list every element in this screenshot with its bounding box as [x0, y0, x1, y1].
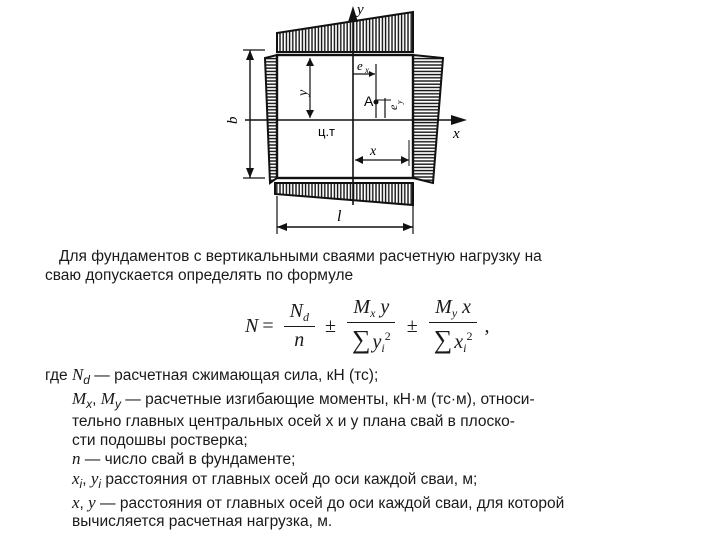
- dim-l-label: l: [337, 208, 342, 225]
- def-moments-text: — расчетные изгибающие моменты, кН·м (тс·м), относи-: [120, 390, 535, 408]
- def-moments-cont-2: сти подошвы ростверка;: [72, 431, 248, 449]
- f2-den-var: y: [372, 331, 382, 353]
- def-mx-sub: x: [86, 396, 93, 411]
- f2-den-sub: i: [381, 341, 385, 355]
- f3-sigma: ∑: [433, 325, 453, 354]
- f2-num-var: y: [380, 296, 390, 318]
- f1-num-sub: d: [302, 310, 309, 324]
- def-my-symbol: M: [100, 388, 115, 408]
- def-xi-yi-text: расстояния от главных осей до оси каждой сваи, м;: [101, 470, 478, 488]
- def-yi-symbol: y: [90, 468, 99, 488]
- def-xi-sub: i: [79, 476, 83, 491]
- f1-num: N: [289, 300, 303, 322]
- ecc-y-sub: y: [395, 100, 404, 104]
- def-n-symbol: n: [72, 449, 81, 469]
- f1-den: n: [294, 329, 305, 351]
- dim-y-label: y: [296, 89, 311, 96]
- ecc-y-label: e: [386, 104, 400, 110]
- def-n-text: — число свай в фундаменте;: [80, 451, 296, 469]
- ecc-x-label: e: [357, 58, 363, 73]
- f2-den-sup: 2: [384, 329, 391, 343]
- f3-num-var: x: [462, 296, 472, 318]
- bottom-epure: [275, 183, 413, 205]
- f2-num-m: M: [353, 296, 371, 318]
- f3-den-var: x: [454, 331, 464, 353]
- axis-y-label: y: [357, 2, 364, 18]
- fraction-nd-over-n: [284, 300, 315, 352]
- def-xi-yi: [45, 470, 685, 494]
- f3-den-sup: 2: [466, 329, 473, 343]
- f2-num-sub: x: [370, 306, 376, 320]
- def-prefix: где: [45, 367, 72, 384]
- formula-tail: ,: [484, 314, 490, 337]
- foundation-plan-diagram: [215, 0, 475, 238]
- formula-plusminus-1: ±: [324, 314, 336, 337]
- def-my-sub: y: [114, 396, 121, 411]
- def-yi-sub: i: [98, 476, 102, 491]
- def-nd-symbol: N: [71, 365, 84, 384]
- def-moments-cont-1: тельно главных центральных осей x и y плана свай в плоско-: [72, 413, 515, 431]
- def-x-y: [45, 494, 685, 514]
- intro-line-2: сваю допускается определять по формуле: [45, 267, 354, 284]
- f3-den-sub: i: [463, 341, 467, 355]
- def-xi-symbol: x: [72, 468, 80, 488]
- def-moments-sep: ,: [92, 390, 101, 408]
- pile-load-formula: [245, 296, 490, 356]
- f3-num-m: M: [435, 296, 452, 318]
- center-label: ц.т: [318, 124, 336, 139]
- def-moments: [45, 390, 685, 414]
- def-nd: [45, 366, 685, 390]
- left-epure: [265, 55, 277, 183]
- def-n: [45, 450, 685, 470]
- def-y-symbol: y: [88, 492, 96, 512]
- def-x-y-sep: ,: [79, 494, 89, 512]
- right-epure: [413, 55, 443, 183]
- def-nd-text: — расчетная сжимающая сила, кН (тс);: [89, 367, 379, 384]
- def-xi-yi-sep: ,: [82, 470, 91, 488]
- fraction-mx: [346, 296, 397, 356]
- point-a-label: A: [364, 93, 374, 109]
- f3-num-sub: y: [451, 306, 458, 320]
- axis-x-label: x: [453, 126, 460, 142]
- intro-paragraph: [45, 247, 685, 285]
- def-mx-symbol: M: [72, 388, 87, 408]
- fraction-my: [428, 296, 479, 356]
- dim-b-label: b: [225, 116, 241, 124]
- intro-line-1: Для фундаментов с вертикальными сваями расчетную нагрузку на: [59, 248, 542, 265]
- f2-sigma: ∑: [351, 325, 371, 354]
- definitions-list: [45, 366, 685, 532]
- dim-x-label: x: [370, 144, 377, 159]
- top-epure: [277, 12, 413, 52]
- ecc-x-sub: x: [365, 65, 369, 75]
- def-x-symbol: x: [72, 492, 80, 512]
- formula-lhs: N: [245, 314, 259, 337]
- formula-plusminus-2: ±: [406, 314, 418, 337]
- def-x-y-text: — расстояния от главных осей до оси каждой сваи, для которой: [95, 494, 565, 512]
- def-x-y-cont: вычисляется расчетная нагрузка, м.: [72, 513, 333, 531]
- def-nd-sub: d: [83, 373, 90, 387]
- formula-equals: =: [262, 314, 274, 337]
